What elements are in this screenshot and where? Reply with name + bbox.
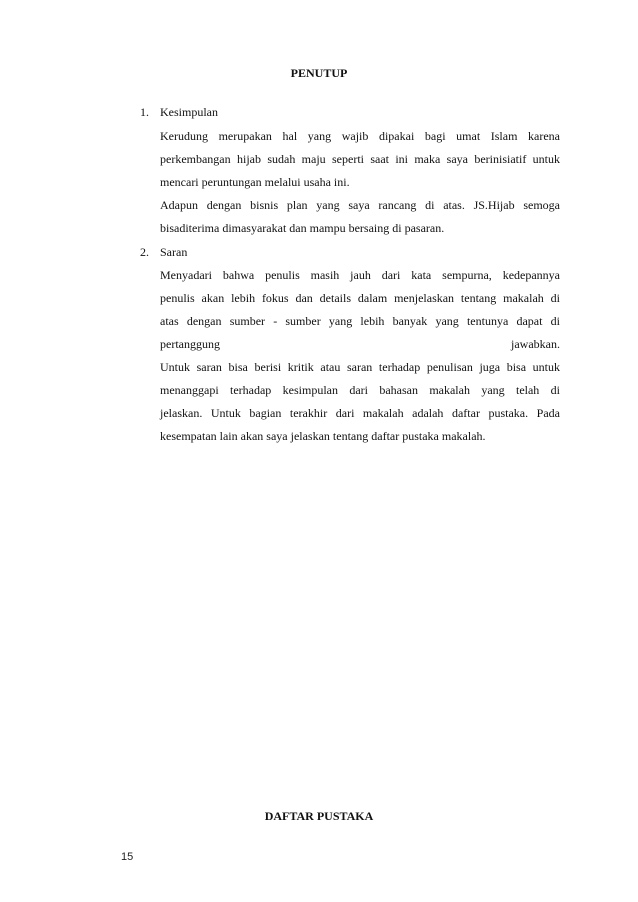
- bibliography-title: DAFTAR PUSTAKA: [264, 809, 374, 823]
- text-line: mencari peruntungan melalui usaha ini.: [160, 175, 350, 189]
- text-line: Adapun dengan bisnis plan yang saya rancang di atas. JS.Hijab semoga: [160, 198, 560, 212]
- page-title: PENUTUP: [290, 66, 348, 80]
- page-number: 15: [121, 851, 134, 863]
- text-line: menanggapi terhadap kesimpulan dari bahasan makalah yang telah di: [160, 383, 560, 397]
- section-kesimpulan: [140, 104, 560, 120]
- paragraph-saran-2: [160, 356, 560, 448]
- text-line: Kerudung merupakan hal yang wajib dipakai bagi umat Islam karena: [160, 129, 560, 143]
- paragraph-kesimpulan-2: [160, 194, 560, 240]
- text-line: jelaskan. Untuk bagian terakhir dari makalah adalah daftar pustaka. Pada: [160, 406, 560, 420]
- section-heading: Saran: [160, 245, 188, 259]
- list-number: 2.: [140, 245, 149, 259]
- text-line: bisaditerima dimasyarakat dan mampu bersaing di pasaran.: [160, 221, 445, 235]
- split-text-line: [160, 333, 560, 356]
- section-saran: [140, 244, 560, 260]
- text-line: Untuk saran bisa berisi kritik atau saran terhadap penulisan juga bisa untuk: [160, 360, 560, 374]
- text-line: perkembangan hijab sudah maju seperti saat ini maka saya berinisiatif untuk: [160, 152, 560, 166]
- text-line: atas dengan sumber - sumber yang lebih banyak yang tentunya dapat di: [160, 314, 560, 328]
- text-fragment: jawabkan.: [511, 337, 560, 351]
- text-line: kesempatan lain akan saya jelaskan tentang daftar pustaka makalah.: [160, 429, 486, 443]
- section-heading: Kesimpulan: [160, 105, 218, 119]
- text-line: Menyadari bahwa penulis masih jauh dari kata sempurna, kedepannya: [160, 268, 560, 282]
- list-number: 1.: [140, 105, 149, 119]
- text-fragment: pertanggung: [160, 337, 220, 351]
- text-line: penulis akan lebih fokus dan details dalam menjelaskan tentang makalah di: [160, 291, 560, 305]
- paragraph-saran-1: [160, 264, 560, 356]
- paragraph-kesimpulan-1: [160, 125, 560, 194]
